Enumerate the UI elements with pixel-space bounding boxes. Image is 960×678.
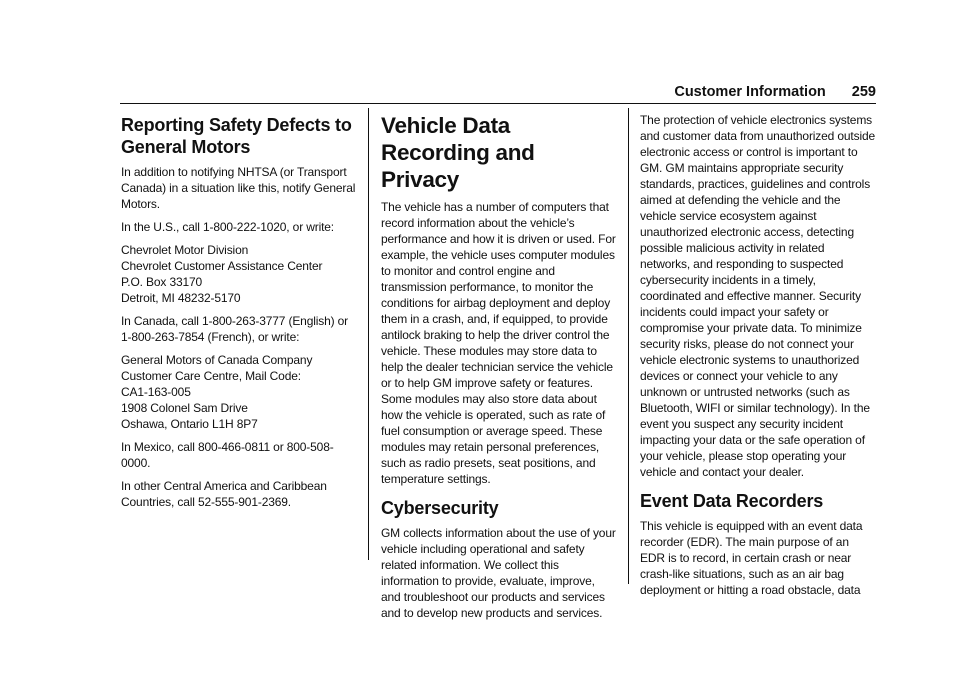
column-middle bbox=[381, 112, 617, 621]
column-left bbox=[121, 112, 357, 510]
address-line: 1908 Colonel Sam Drive bbox=[121, 401, 248, 415]
paragraph-vehicle-computers: The vehicle has a number of computers that record information about the vehicle’s performance and how it is driven or used. For example, the vehicle uses computer modules to monitor and control engine and transmission performance, to monitor the conditions for airbag deployment and deploy them in a crash, and, if equipped, to provide antilock braking to help the driver control the vehicle. These modules may store data to help the dealer technician service the vehicle or to help GM improve safety or features. Some modules may also store data about how the vehicle is operated, such as rate of fuel consumption or average speed. These modules may retain personal preferences, such as radio presets, seat positions, and temperature settings. bbox=[381, 200, 616, 486]
section-title: Customer Information bbox=[674, 84, 826, 100]
address-line: Chevrolet Motor Division bbox=[121, 243, 249, 257]
paragraph-mexico-phone: In Mexico, call 800-466-0811 or 800-508-0000. bbox=[121, 440, 334, 470]
heading-line-2: Privacy bbox=[381, 167, 459, 192]
paragraph-canada-phone: In Canada, call 1-800-263-3777 (English) or 1-800-263-7854 (French), or write: bbox=[121, 314, 349, 344]
page-header bbox=[674, 84, 876, 100]
paragraph-us-phone: In the U.S., call 1-800-222-1020, or write: bbox=[121, 220, 334, 234]
address-line: General Motors of Canada Company bbox=[121, 353, 313, 367]
paragraph-central-america-phone: In other Central America and Caribbean Countries, call 52-555-901-2369. bbox=[121, 479, 327, 509]
address-line: CA1-163-005 bbox=[121, 385, 191, 399]
column-right bbox=[640, 112, 876, 598]
paragraph-gm-collects: GM collects information about the use of your vehicle including operational and safety related information. We collect this information to provide, evaluate, improve, and troubleshoot our products and services and to develop new products and services. bbox=[381, 526, 616, 620]
address-line: Customer Care Centre, Mail Code: bbox=[121, 369, 301, 383]
heading-event-data-recorders: Event Data Recorders bbox=[640, 491, 824, 511]
page-number: 259 bbox=[851, 84, 876, 100]
heading-vehicle-data-recording bbox=[381, 112, 617, 193]
heading-cybersecurity: Cybersecurity bbox=[381, 498, 499, 518]
address-line: Oshawa, Ontario L1H 8P7 bbox=[121, 417, 258, 431]
address-us bbox=[121, 242, 357, 306]
heading-line-2: General Motors bbox=[121, 137, 251, 157]
header-rule bbox=[120, 103, 876, 104]
heading-line-1: Vehicle Data Recording and bbox=[381, 113, 535, 165]
address-line: P.O. Box 33170 bbox=[121, 275, 203, 289]
paragraph-notify-gm: In addition to notifying NHTSA (or Transport Canada) in a situation like this, notify General Motors. bbox=[121, 165, 356, 211]
paragraph-protection-electronics: The protection of vehicle electronics systems and customer data from unauthorized outside electronic access or control is important to GM. GM maintains appropriate security standards, practices, guidelines and controls aimed at defending the vehicle and the vehicle service ecosystem against unauthorized electronic access, detecting possible malicious activity in related networks, and responding to suspected cybersecurity incidents in a timely, coordinated and effective manner. Security incidents could impact your safety or compromise your private data. To minimize security risks, please do not connect your vehicle electronic systems to unauthorized devices or connect your vehicle to any unknown or untrusted networks (such as Bluetooth, WIFI or similar technology). In the event you suspect any security incident impacting your data or the safe operation of your vehicle, please stop operating your vehicle and contact your dealer. bbox=[640, 113, 876, 479]
paragraph-edr: This vehicle is equipped with an event data recorder (EDR). The main purpose of an EDR is to record, in certain crash or near crash-like situations, such as an air bag deployment or hitting a road obstacle, data bbox=[640, 519, 863, 597]
heading-reporting-safety-defects bbox=[121, 114, 357, 158]
address-line: Detroit, MI 48232-5170 bbox=[121, 291, 241, 305]
heading-line-1: Reporting Safety Defects to bbox=[121, 115, 352, 135]
column-divider bbox=[628, 108, 629, 584]
address-line: Chevrolet Customer Assistance Center bbox=[121, 259, 323, 273]
address-canada bbox=[121, 352, 357, 432]
column-divider bbox=[368, 108, 369, 560]
